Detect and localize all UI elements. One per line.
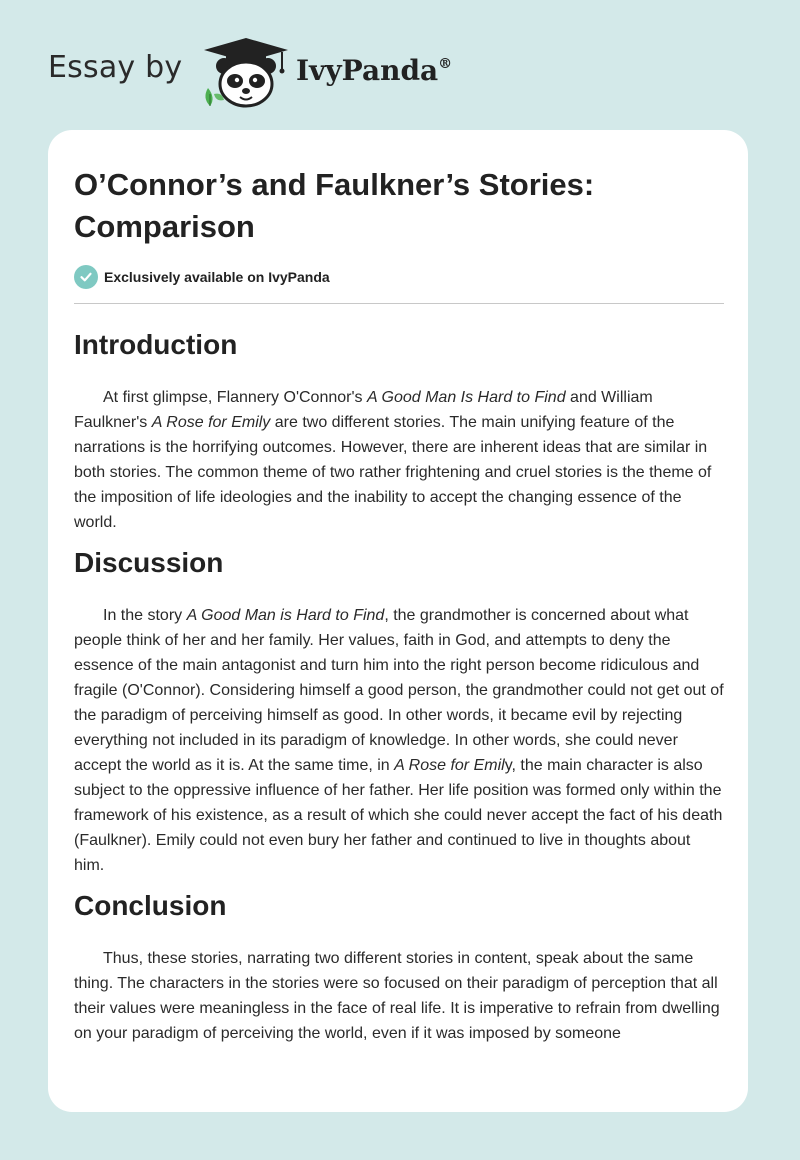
intro-text-3: are two different stories. The main unifying feature of the narrations is the horrifying outcomes. However, there are inherent ideas that are similar in both stories. The common theme of two rather frightening and cruel stories is the theme of the imposition of life ideologies and the inability to accept the changing essence of the world. bbox=[74, 414, 712, 531]
brand-name: IvyPanda bbox=[296, 54, 439, 87]
intro-text-1: At first glimpse, Flannery O'Connor's bbox=[103, 389, 367, 406]
ivypanda-logo-icon[interactable] bbox=[200, 36, 292, 110]
conclusion-paragraph bbox=[74, 946, 724, 1046]
discussion-heading: Discussion bbox=[74, 547, 224, 578]
conclusion-text-1: Thus, these stories, narrating two different stories in content, speak about the same thing. The characters in the stories were so focused on their paradigm of perception that all their values were meaningless in the face of real life. It is imperative to refrain from dwelling on your paradigm of perceiving the world, even if it was imposed by someone bbox=[74, 950, 720, 1042]
conclusion-section bbox=[74, 888, 724, 1046]
check-icon bbox=[74, 265, 98, 289]
intro-text-2: and William Faulkner's bbox=[74, 389, 653, 431]
discussion-text-2: , the grandmother is concerned about what people think of her and her family. Her values, faith in God, and attempts to deny the essence of the main antagonist and turn him into the right person become ridiculous and fragile (O'Connor). Considering himself a good person, the grandmother could not get out of the paradigm of perceiving himself as good. In other words, it became evil by rejecting everything not included in its paradigm of knowledge. In other words, she could never accept the world as it is. At the same time, in bbox=[74, 607, 724, 774]
registered-mark: ® bbox=[438, 56, 453, 72]
discussion-section bbox=[74, 545, 724, 878]
exclusive-badge-text: Exclusively available on IvyPanda bbox=[104, 269, 330, 285]
essay-card bbox=[48, 130, 748, 1112]
intro-title-1: A Good Man Is Hard to Find bbox=[366, 389, 566, 406]
discussion-text-3: y, the main character is also subject to the oppressive influence of her father. Her life position was formed only within the framework of his existence, as a result of which she could never accept the fact of his death (Faulkner). Emily could not even bury her father and continued to live in thoughts about him. bbox=[74, 757, 723, 874]
discussion-text-1: In the story bbox=[103, 607, 187, 624]
introduction-paragraph bbox=[74, 385, 724, 535]
conclusion-heading: Conclusion bbox=[74, 890, 227, 921]
introduction-heading: Introduction bbox=[74, 329, 238, 360]
discussion-title-2: A Rose for Emil bbox=[394, 757, 505, 774]
site-header bbox=[0, 0, 800, 130]
ivypanda-brand[interactable] bbox=[296, 54, 452, 87]
title-divider bbox=[74, 303, 724, 304]
essay-by-label: Essay by bbox=[48, 50, 183, 85]
discussion-title-1: A Good Man is Hard to Find bbox=[186, 607, 385, 624]
essay-content bbox=[74, 164, 724, 1046]
essay-title: O’Connor’s and Faulkner’s Stories: Comparison bbox=[74, 167, 595, 244]
discussion-paragraph bbox=[74, 603, 724, 878]
intro-title-2: A Rose for Emily bbox=[151, 414, 271, 431]
introduction-section bbox=[74, 327, 724, 535]
exclusive-badge bbox=[74, 264, 724, 290]
